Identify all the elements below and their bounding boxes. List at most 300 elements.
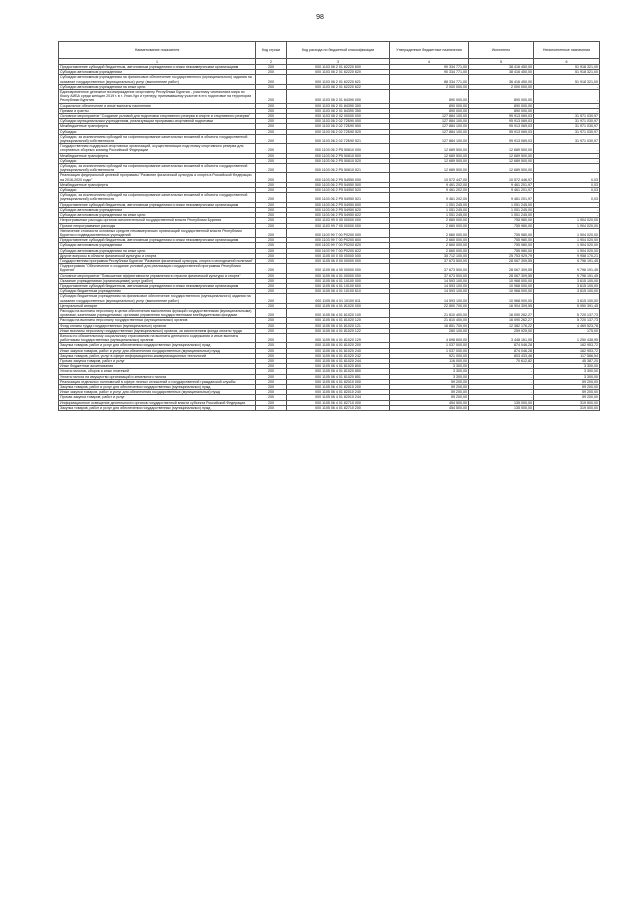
row-line-code-cell: 200 <box>256 308 287 317</box>
row-line-code-cell: 200 <box>256 182 287 187</box>
row-line-code-cell: 200 <box>256 258 287 263</box>
row-line-code-cell: 200 <box>256 119 287 124</box>
row-kbk-cell: 000 1105 06 4 01 10100 600 <box>287 283 390 288</box>
row-approved-cell: 12 689 500,00 <box>390 144 469 153</box>
table-row <box>59 193 600 202</box>
table-row <box>59 258 600 263</box>
column-number: 4 <box>390 59 469 65</box>
row-line-code-cell: 200 <box>256 248 287 253</box>
table-row <box>59 202 600 207</box>
row-executed-cell: 9 461 201,97 <box>469 193 534 202</box>
row-approved-cell: 454 500,00 <box>390 405 469 410</box>
row-executed-cell: 2 000 000,00 <box>469 84 534 89</box>
row-line-code-cell: 200 <box>256 323 287 328</box>
column-number: 3 <box>287 59 390 65</box>
row-kbk-cell: 000 1103 99 7 00 00000 000 <box>287 223 390 228</box>
row-name-cell: Непрограммные расходы органов исполнительной государственной власти Республики Бурятия <box>59 218 256 223</box>
row-name-cell: Государственная поддержка спортивных организаций, осуществляющих подготовку спортивного резерва для спортивных сборных команд Российской Федерации <box>59 144 256 153</box>
row-name-cell: Предоставление субсидий бюджетным, автономным учреждениям и иным некоммерческим организациям <box>59 283 256 288</box>
row-remaining-cell: 9 958 170,21 <box>534 253 600 258</box>
row-remaining-cell: 3 300,00 <box>534 364 600 369</box>
row-line-code-cell: 200 <box>256 114 287 119</box>
row-remaining-cell: 162 953,72 <box>534 343 600 348</box>
table-row <box>59 213 600 218</box>
row-kbk-cell: 000 1103 06 2 01 84390 350 <box>287 108 390 113</box>
row-name-cell: Иные закупки товаров, работ и услуг для обеспечения государственных (муниципальных) нужд <box>59 390 256 395</box>
table-row <box>59 323 600 328</box>
row-remaining-cell: 1 250 438,95 <box>534 333 600 342</box>
row-executed-cell: 12 382 176,22 <box>469 323 534 328</box>
row-executed-cell: - <box>469 369 534 374</box>
row-name-cell: Субсидии бюджетным учреждениям на финансовое обеспечение государственного (муниципального) задания на оказание государственных (муниципальных) услуг (выполнение работ) <box>59 294 256 303</box>
row-kbk-cell: 000 1103 99 7 00 P0200 000 <box>287 228 390 237</box>
row-name-cell: Закупка товаров, работ и услуг для обеспечения государственных (муниципальных) нужд <box>59 343 256 348</box>
row-name-cell: Закупка товаров, работ и услуг для обеспечения государственных (муниципальных) нужд <box>59 405 256 410</box>
row-approved-cell: 4 698 600,00 <box>390 333 469 342</box>
row-kbk-cell: 000 1103 99 7 00 P0200 622 <box>287 248 390 253</box>
row-line-code-cell: 200 <box>256 243 287 248</box>
table-row <box>59 238 600 243</box>
row-line-code-cell: 200 <box>256 193 287 202</box>
row-name-cell: Субсидии <box>59 129 256 134</box>
row-executed-cell: 890 000,00 <box>469 103 534 108</box>
budget-execution-table <box>58 41 600 411</box>
row-remaining-cell: 175,00 <box>534 328 600 333</box>
row-executed-cell: 755 980,00 <box>469 228 534 237</box>
row-line-code-cell: 200 <box>256 65 287 70</box>
row-approved-cell: 3 300,00 <box>390 369 469 374</box>
row-approved-cell: 9 461 202,00 <box>390 193 469 202</box>
table-row <box>59 248 600 253</box>
table-row <box>59 348 600 353</box>
table-row <box>59 328 600 333</box>
row-kbk-cell: 000 1103 06 2 01 62220 620 <box>287 70 390 75</box>
row-line-code-cell: 200 <box>256 333 287 342</box>
row-name-cell: Расходы на выплаты персоналу в целях обеспечения выполнения функций государственными (муниципальными) органами, казенными учреждениями, органами управления государственными внебюджетными фондами <box>59 308 256 317</box>
row-approved-cell: 14 593 100,00 <box>390 294 469 303</box>
row-remaining-cell: 3 615 100,00 <box>534 294 600 303</box>
row-remaining-cell: 31 971 030,97 <box>534 124 600 129</box>
column-number: 1 <box>59 59 256 65</box>
table-row <box>59 134 600 143</box>
table-row <box>59 114 600 119</box>
row-name-cell: Увеличение стоимости основных средств некоммерческих организаций государственной власти Республики Бурятия и подведомственных учреждений <box>59 228 256 237</box>
row-line-code-cell: 200 <box>256 144 287 153</box>
row-kbk-cell: 000 1105 06 4 01 81020 850 <box>287 369 390 374</box>
row-kbk-cell: 000 1103 06 2 02 72Б90 000 <box>287 119 390 124</box>
row-remaining-cell: 0,03 <box>534 188 600 193</box>
row-approved-cell: 37 673 500,00 <box>390 264 469 273</box>
header-approved: Утвержденные бюджетные назначения <box>390 42 469 59</box>
row-kbk-cell: 000 1105 06 0 00 00000 000 <box>287 258 390 263</box>
row-kbk-cell: 000 1103 06 2 P5 54950 620 <box>287 207 390 212</box>
row-executed-cell: 10 968 000,00 <box>469 294 534 303</box>
row-name-cell: Закупка товаров, работ и услуг для обеспечения государственных (муниципальных) нужд <box>59 385 256 390</box>
row-executed-cell: 36 416 450,00 <box>469 75 534 84</box>
row-line-code-cell: 200 <box>256 213 287 218</box>
row-executed-cell: 12 689 500,00 <box>469 158 534 163</box>
table-row <box>59 400 600 405</box>
row-approved-cell: 59 200,00 <box>390 395 469 400</box>
table-row <box>59 264 600 273</box>
row-line-code-cell: 200 <box>256 343 287 348</box>
row-approved-cell: 3 300,00 <box>390 374 469 379</box>
row-remaining-cell: - <box>534 90 600 104</box>
row-line-code-cell: 200 <box>256 164 287 173</box>
row-remaining-cell: 3 300,00 <box>534 374 600 379</box>
row-name-cell: Расходы на выплаты персоналу государственных (муниципальных) органов <box>59 318 256 323</box>
row-executed-cell: 28 067 309,55 <box>469 264 534 273</box>
row-approved-cell: 2 000 000,00 <box>390 84 469 89</box>
row-remaining-cell: 3 615 100,00 <box>534 289 600 294</box>
page-number: 98 <box>316 14 324 21</box>
row-executed-cell: 16 090 262,27 <box>469 308 534 317</box>
row-remaining-cell: - <box>534 158 600 163</box>
row-executed-cell: 890 000,00 <box>469 108 534 113</box>
row-name-cell: Межбюджетные трансферты <box>59 124 256 129</box>
row-remaining-cell: 1 904 020,00 <box>534 218 600 223</box>
row-executed-cell: 28 067 309,55 <box>469 273 534 278</box>
row-approved-cell: 127 884 100,00 <box>390 124 469 129</box>
row-kbk-cell: 000 1105 06 4 00 00000 000 <box>287 264 390 273</box>
row-executed-cell: - <box>469 390 534 395</box>
row-remaining-cell: - <box>534 108 600 113</box>
table-row <box>59 75 600 84</box>
row-line-code-cell: 200 <box>256 405 287 410</box>
row-name-cell: Иные бюджетные ассигнования <box>59 364 256 369</box>
row-name-cell: Предоставление субсидий бюджетным, автономным учреждениям и иным некоммерческим организациям <box>59 238 256 243</box>
table-row <box>59 405 600 410</box>
row-approved-cell: 1 037 000,00 <box>390 343 469 348</box>
row-line-code-cell: 200 <box>256 353 287 358</box>
row-kbk-cell: 000 1103 06 2 P5 54950 521 <box>287 193 390 202</box>
row-line-code-cell: 200 <box>256 134 287 143</box>
row-line-code-cell: 200 <box>256 238 287 243</box>
table-row <box>59 119 600 124</box>
table-row <box>59 283 600 288</box>
row-line-code-cell: 200 <box>256 358 287 363</box>
header-row <box>59 42 600 59</box>
row-kbk-cell: 000 1105 00 0 00 00000 000 <box>287 253 390 258</box>
row-name-cell: Прочие непрограммные расходы <box>59 223 256 228</box>
row-line-code-cell: 200 <box>256 70 287 75</box>
row-executed-cell: 10 968 000,00 <box>469 283 534 288</box>
row-name-cell: Субсидии, за исключением субсидий на софинансирование капитальных вложений в объекты государственной (муниципальной) собственности <box>59 193 256 202</box>
row-approved-cell: 454 500,00 <box>390 400 469 405</box>
row-line-code-cell: 200 <box>256 129 287 134</box>
row-approved-cell: 127 884 100,00 <box>390 119 469 124</box>
row-name-cell: Субсидии автономным учреждениям на иные цели <box>59 213 256 218</box>
row-executed-cell: 12 689 500,00 <box>469 164 534 173</box>
row-remaining-cell: - <box>534 202 600 207</box>
row-remaining-cell: 3 615 100,00 <box>534 278 600 283</box>
table-row <box>59 318 600 323</box>
row-kbk-cell: 000 1105 06 4 01 82710 200 <box>287 405 390 410</box>
row-approved-cell: 90 334 771,00 <box>390 70 469 75</box>
row-executed-cell: 9 461 201,97 <box>469 188 534 193</box>
row-kbk-cell: 000 1103 06 2 P5 54950 500 <box>287 182 390 187</box>
row-name-cell: Иные выплаты персоналу государственных (муниципальных) органов, за исключением фонда оплаты труда <box>59 328 256 333</box>
row-remaining-cell: 59 200,00 <box>534 379 600 384</box>
row-remaining-cell: 1 904 020,00 <box>534 243 600 248</box>
row-line-code-cell: 200 <box>256 278 287 283</box>
table-body <box>59 65 600 411</box>
header-remaining: Неисполненные назначения <box>534 42 600 59</box>
row-approved-cell: 59 200,00 <box>390 379 469 384</box>
row-remaining-cell: 51 918 321,00 <box>534 70 600 75</box>
row-approved-cell: 12 689 500,00 <box>390 153 469 158</box>
table-row <box>59 173 600 182</box>
row-name-cell: Субсидии, за исключением субсидий на софинансирование капитальных вложений в объекты государственной (муниципальной) собственности <box>59 164 256 173</box>
row-line-code-cell: 200 <box>256 103 287 108</box>
row-approved-cell: 9 461 202,00 <box>390 182 469 187</box>
row-approved-cell: 14 593 100,00 <box>390 283 469 288</box>
row-line-code-cell: 200 <box>256 253 287 258</box>
row-remaining-cell: 9 796 191,45 <box>534 264 600 273</box>
row-name-cell: Субсидии автономным учреждениям на финансовое обеспечение государственного (муниципального) задания на оказание государственных (муниципальных) услуг (выполнение работ) <box>59 75 256 84</box>
row-executed-cell: 874 046,28 <box>469 343 534 348</box>
row-approved-cell: 1 051 245,00 <box>390 202 469 207</box>
row-executed-cell: 95 913 069,03 <box>469 119 534 124</box>
row-remaining-cell: 1 904 020,00 <box>534 238 600 243</box>
row-remaining-cell: - <box>534 213 600 218</box>
row-kbk-cell: 000 1103 06 2 01 62220 621 <box>287 75 390 84</box>
row-executed-cell: 10 968 000,00 <box>469 289 534 294</box>
header-kbk: Код расхода по бюджетной классификации <box>287 42 390 59</box>
row-remaining-cell: 31 971 030,97 <box>534 134 600 143</box>
row-remaining-cell: 3 615 100,00 <box>534 283 600 288</box>
row-executed-cell: 803 433,46 <box>469 353 534 358</box>
row-executed-cell: 95 913 069,03 <box>469 114 534 119</box>
row-remaining-cell: 1 904 020,00 <box>534 248 600 253</box>
row-executed-cell: 38 416 450,00 <box>469 70 534 75</box>
row-name-cell: Реализация отдельных полномочий в сфере лесных отношений и государственной гражданской службы <box>59 379 256 384</box>
row-executed-cell: 755 980,00 <box>469 238 534 243</box>
row-name-cell: Закупка товаров, работ, услуг в сфере информационно-коммуникационных технологий <box>59 353 256 358</box>
row-approved-cell: 127 884 100,00 <box>390 114 469 119</box>
row-approved-cell: 14 593 100,00 <box>390 289 469 294</box>
row-approved-cell: 1 051 245,00 <box>390 207 469 212</box>
row-name-cell: Информационное освещение деятельности органов государственной власти субъекта Российской Федерации <box>59 400 256 405</box>
header-line-code: Код строки <box>256 42 287 59</box>
row-kbk-cell: 000 1105 06 4 01 81020 100 <box>287 308 390 317</box>
row-line-code-cell: 200 <box>256 90 287 104</box>
table-row <box>59 218 600 223</box>
row-line-code-cell: 200 <box>256 390 287 395</box>
row-approved-cell: 12 689 500,00 <box>390 164 469 173</box>
row-line-code-cell: 200 <box>256 348 287 353</box>
row-executed-cell: 10 572 446,97 <box>469 173 534 182</box>
row-approved-cell: 14 593 100,00 <box>390 278 469 283</box>
row-executed-cell: 95 913 069,03 <box>469 134 534 143</box>
table-row <box>59 103 600 108</box>
row-kbk-cell: 000 1105 06 4 01 82010 000 <box>287 379 390 384</box>
row-kbk-cell: 000 1103 06 2 P5 54950 520 <box>287 188 390 193</box>
row-executed-cell: - <box>469 364 534 369</box>
row-approved-cell: 22 850 700,00 <box>390 303 469 308</box>
row-remaining-cell: 9 796 191,45 <box>534 258 600 263</box>
row-name-cell: Субсидии автономным учреждениям <box>59 243 256 248</box>
row-kbk-cell: 000 1103 06 2 01 62220 600 <box>287 65 390 70</box>
row-kbk-cell: 000 1105 06 4 01 81020 800 <box>287 364 390 369</box>
table-row <box>59 333 600 342</box>
row-executed-cell: - <box>469 374 534 379</box>
row-remaining-cell: 162 953,72 <box>534 348 600 353</box>
row-kbk-cell: 000 1103 06 2 P5 54950 000 <box>287 173 390 182</box>
row-name-cell: Предоставление субсидий бюджетным, автономным учреждениям и иным некоммерческим организациям <box>59 202 256 207</box>
row-name-cell: Основное мероприятие "Создание условий для подготовки спортивного резерва в спорте и спортивного резерва" <box>59 114 256 119</box>
table-row <box>59 278 600 283</box>
row-name-cell: Прочая закупка товаров, работ и услуг <box>59 395 256 400</box>
row-kbk-cell: 000 1103 06 2 02 72Б90 520 <box>287 129 390 134</box>
row-executed-cell: 70 612,82 <box>469 358 534 363</box>
row-name-cell: Фонд оплаты труда государственных (муниципальных) органов <box>59 323 256 328</box>
row-line-code-cell: 200 <box>256 108 287 113</box>
row-executed-cell: 12 689 500,00 <box>469 144 534 153</box>
table-row <box>59 228 600 237</box>
row-kbk-cell: 000 1105 06 4 01 82710 000 <box>287 400 390 405</box>
row-approved-cell: 921 000,00 <box>390 353 469 358</box>
row-remaining-cell: 5 720 137,73 <box>534 308 600 317</box>
row-kbk-cell: 000 1105 06 4 01 82010 200 <box>287 385 390 390</box>
row-approved-cell: 10 572 447,00 <box>390 173 469 182</box>
row-remaining-cell: 51 918 321,00 <box>534 65 600 70</box>
row-remaining-cell: 4 469 523,78 <box>534 323 600 328</box>
row-kbk-cell: 000 1105 06 4 01 81020 122 <box>287 328 390 333</box>
table-row <box>59 353 600 358</box>
row-line-code-cell: 200 <box>256 207 287 212</box>
row-approved-cell: 2 660 000,00 <box>390 238 469 243</box>
row-approved-cell: 59 200,00 <box>390 390 469 395</box>
row-name-cell: Уплата налога на имущество организаций и земельного налога <box>59 374 256 379</box>
row-kbk-cell: 000 1103 06 2 02 72Б90 521 <box>287 134 390 143</box>
header-name: Наименование показателя <box>59 42 256 59</box>
row-executed-cell: 755 980,00 <box>469 243 534 248</box>
row-kbk-cell: 000 1103 99 7 00 P0200 600 <box>287 238 390 243</box>
table-row <box>59 164 600 173</box>
row-executed-cell: 25 753 929,79 <box>469 253 534 258</box>
row-remaining-cell: 319 500,00 <box>534 405 600 410</box>
row-line-code-cell: 200 <box>256 273 287 278</box>
row-approved-cell: 127 884 100,00 <box>390 129 469 134</box>
row-kbk-cell: 000 1103 06 2 P5 50810 521 <box>287 164 390 173</box>
row-kbk-cell: 000 1105 06 4 01 10100 611 <box>287 294 390 303</box>
row-name-cell: Премии и гранты <box>59 108 256 113</box>
column-number: 6 <box>534 59 600 65</box>
row-approved-cell: 88 334 771,00 <box>390 75 469 84</box>
row-line-code-cell: 200 <box>256 75 287 84</box>
row-approved-cell: 21 810 400,00 <box>390 308 469 317</box>
row-name-cell: Центральный аппарат <box>59 303 256 308</box>
row-kbk-cell: 000 1103 99 0 00 00000 000 <box>287 218 390 223</box>
table-row <box>59 273 600 278</box>
row-line-code-cell: 200 <box>256 84 287 89</box>
row-approved-cell: 2 660 000,00 <box>390 243 469 248</box>
row-approved-cell: 260 100,00 <box>390 328 469 333</box>
row-name-cell: Иные закупки товаров, работ и услуг для обеспечения государственных (муниципальных) нужд <box>59 348 256 353</box>
row-kbk-cell: 000 1105 06 4 01 82010 244 <box>287 395 390 400</box>
row-line-code-cell: 200 <box>256 379 287 384</box>
row-executed-cell: 95 913 069,03 <box>469 129 534 134</box>
row-kbk-cell: 000 1105 06 4 01 81020 244 <box>287 358 390 363</box>
row-approved-cell: 890 000,00 <box>390 90 469 104</box>
row-executed-cell: 1 051 245,00 <box>469 213 534 218</box>
row-executed-cell: 10 968 000,00 <box>469 278 534 283</box>
row-kbk-cell: 000 1105 06 4 01 10100 000 <box>287 278 390 283</box>
row-name-cell: Субсидии автономным учреждениям на иные цели <box>59 84 256 89</box>
row-kbk-cell: 000 1105 06 4 01 81020 240 <box>287 348 390 353</box>
row-name-cell: Единовременное денежное вознаграждение спортсмену Республики Бурятия - участнику чемпионата мира по боксу АИБА среди женщин 2019 г. в г. Улан-Удэ и тренеру, принимавшему участие в его подготовке на территории Республики Бурятия <box>59 90 256 104</box>
row-line-code-cell: 200 <box>256 158 287 163</box>
row-line-code-cell: 200 <box>256 188 287 193</box>
row-executed-cell: 135 000,00 <box>469 400 534 405</box>
row-name-cell: Субсидии бюджетным учреждениям <box>59 289 256 294</box>
row-name-cell: Прочая закупка товаров, работ и услуг <box>59 358 256 363</box>
row-name-cell: Межбюджетные трансферты <box>59 153 256 158</box>
row-remaining-cell: - <box>534 207 600 212</box>
row-remaining-cell: 31 971 030,97 <box>534 129 600 134</box>
row-approved-cell: 59 200,00 <box>390 385 469 390</box>
row-kbk-cell: 000 1103 06 2 02 00000 000 <box>287 114 390 119</box>
row-remaining-cell: 59 200,00 <box>534 395 600 400</box>
table-row <box>59 144 600 153</box>
row-line-code-cell: 200 <box>256 228 287 237</box>
row-remaining-cell: 5 950 391,45 <box>534 303 600 308</box>
row-name-cell: Субсидии автономным учреждениям на иные цели <box>59 248 256 253</box>
row-name-cell: Межбюджетные трансферты <box>59 182 256 187</box>
row-line-code-cell: 200 <box>256 294 287 303</box>
row-line-code-cell: 200 <box>256 223 287 228</box>
row-remaining-cell: 1 904 020,00 <box>534 228 600 237</box>
row-line-code-cell: 200 <box>256 264 287 273</box>
row-name-cell: Другие вопросы в области физической культуры и спорта <box>59 253 256 258</box>
row-executed-cell: 874 046,28 <box>469 348 534 353</box>
row-approved-cell: 9 461 202,00 <box>390 188 469 193</box>
row-name-cell: Субсидии муниципальным учреждениям, реализующим программы спортивной подготовки <box>59 119 256 124</box>
row-executed-cell: 755 980,00 <box>469 218 534 223</box>
row-line-code-cell: 200 <box>256 218 287 223</box>
row-line-code-cell: 200 <box>256 202 287 207</box>
row-kbk-cell: 000 1103 06 2 P5 50810 000 <box>287 144 390 153</box>
row-executed-cell: 890 000,00 <box>469 90 534 104</box>
row-approved-cell: 2 660 000,00 <box>390 248 469 253</box>
row-executed-cell: 1 051 245,00 <box>469 202 534 207</box>
row-kbk-cell: 000 1105 06 4 01 10100 610 <box>287 289 390 294</box>
row-line-code-cell: 200 <box>256 369 287 374</box>
row-kbk-cell: 000 1105 06 4 01 81020 851 <box>287 374 390 379</box>
row-line-code-cell: 200 <box>256 400 287 405</box>
row-remaining-cell: 117 566,54 <box>534 353 600 358</box>
row-line-code-cell: 200 <box>256 289 287 294</box>
row-kbk-cell: 000 1103 06 2 P5 50810 520 <box>287 158 390 163</box>
row-kbk-cell: 000 1105 06 4 01 81020 129 <box>287 333 390 342</box>
row-name-cell: Уплата налогов, сборов и иных платежей <box>59 369 256 374</box>
row-kbk-cell: 000 1103 06 2 P5 54950 622 <box>287 213 390 218</box>
row-remaining-cell: 59 200,00 <box>534 390 600 395</box>
row-line-code-cell: 200 <box>256 374 287 379</box>
row-name-cell: Субсидии <box>59 188 256 193</box>
row-executed-cell: 28 067 309,55 <box>469 258 534 263</box>
row-kbk-cell: 000 1103 06 2 P5 54950 600 <box>287 202 390 207</box>
table-row <box>59 294 600 303</box>
row-kbk-cell: 000 1105 06 4 01 81020 242 <box>287 353 390 358</box>
row-executed-cell: 9 461 201,97 <box>469 182 534 187</box>
row-name-cell: Реализация федеральной целевой программы "Развитие физической культуры и спорта в Российской Федерации на 2016-2020 годы" <box>59 173 256 182</box>
row-executed-cell: - <box>469 379 534 384</box>
row-kbk-cell: 000 1105 06 4 01 81020 121 <box>287 323 390 328</box>
row-executed-cell: 12 689 500,00 <box>469 153 534 158</box>
row-approved-cell: 90 334 771,00 <box>390 65 469 70</box>
